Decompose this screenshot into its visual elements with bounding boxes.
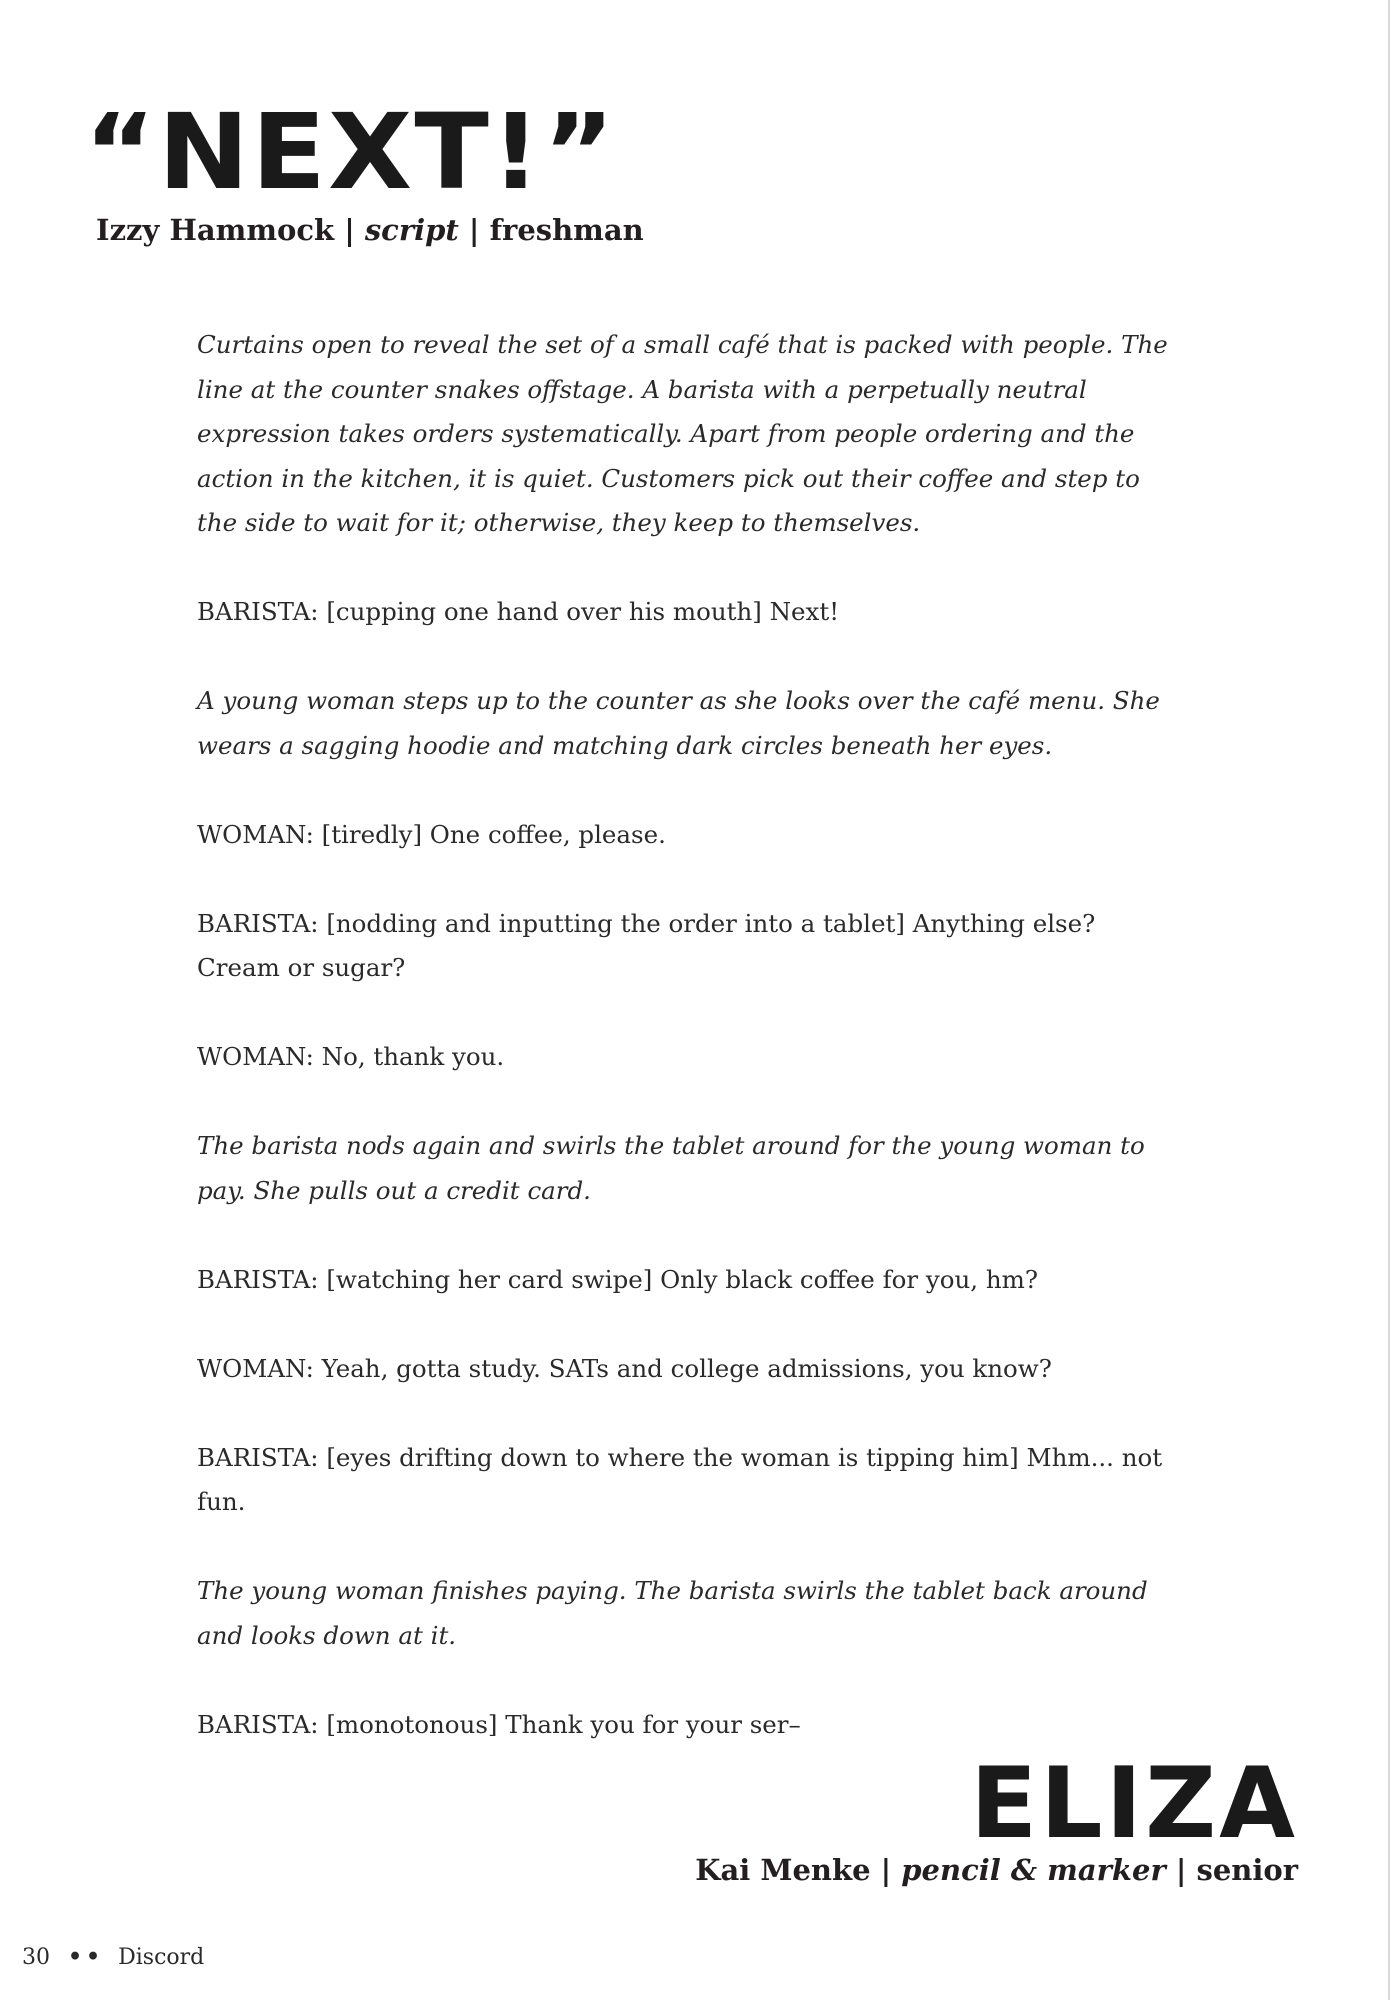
page-footer	[22, 1944, 204, 1971]
dialogue-line: BARISTA: [cupping one hand over his mouth] Next!	[197, 597, 840, 626]
piece-author: Izzy Hammock	[96, 213, 335, 247]
page-edge	[1388, 0, 1390, 2000]
script-body	[197, 323, 1177, 1792]
dialogue-line: BARISTA: [monotonous] Thank you for your ser–	[197, 1709, 801, 1739]
publication-name: Discord	[118, 1945, 205, 1970]
byline-separator: |	[1165, 1853, 1197, 1887]
artwork-author: Kai Menke	[695, 1853, 871, 1887]
byline-separator: |	[870, 1853, 902, 1887]
byline-separator: |	[334, 213, 365, 247]
dialogue-line: BARISTA: [watching her card swipe] Only black coffee for you, hm?	[197, 1264, 1038, 1294]
dialogue-line: WOMAN: [tiredly] One coffee, please.	[197, 819, 666, 849]
dialogue-line: BARISTA: [eyes drifting down to where the woman is tipping him] Mhm... not fun.	[197, 1442, 1163, 1516]
piece-title: “NEXT!”	[84, 91, 617, 213]
stage-direction: The young woman finishes paying. The barista swirls the tablet back around and looks down at it.	[197, 1576, 1148, 1650]
byline-separator: |	[458, 213, 490, 247]
piece-byline	[96, 213, 644, 248]
page-number: 30	[22, 1945, 50, 1970]
footer-dots: ••	[68, 1944, 105, 1970]
dialogue-line: BARISTA: [nodding and inputting the order into a tablet] Anything else? Cream or sugar?	[197, 908, 1096, 982]
stage-direction: Curtains open to reveal the set of a small café that is packed with people. The line at the counter snakes offstage. A barista with a perpetually neutral expression takes orders systematically. Apart from people ordering and the action in the kitchen, it is quiet. Customers pick out their coffee and step to the side to wait for it; otherwise, they keep to themselves.	[197, 330, 1168, 537]
dialogue-line: WOMAN: No, thank you.	[197, 1042, 505, 1071]
dialogue-line: WOMAN: Yeah, gotta study. SATs and college admissions, you know?	[197, 1353, 1052, 1383]
artwork-grade: senior	[1196, 1853, 1298, 1887]
artwork-title: ELIZA	[970, 1747, 1298, 1861]
piece-medium: script	[364, 213, 459, 247]
artwork-byline	[695, 1853, 1298, 1888]
stage-direction: The barista nods again and swirls the tablet around for the young woman to pay. She pulls out a credit card.	[197, 1131, 1145, 1205]
stage-direction: A young woman steps up to the counter as she looks over the café menu. She wears a sagging hoodie and matching dark circles beneath her eyes.	[197, 686, 1160, 760]
artwork-medium: pencil & marker	[901, 1853, 1166, 1887]
piece-grade: freshman	[489, 213, 644, 247]
